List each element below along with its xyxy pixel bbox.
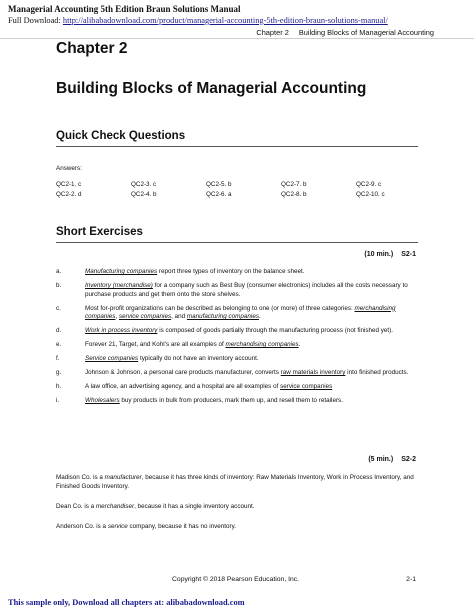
para-text: company, because it has no inventory.	[127, 523, 237, 530]
running-head-chapter: Chapter 2	[256, 28, 289, 37]
answer-item: QC2-2. d	[56, 190, 82, 198]
paragraph-dean	[56, 503, 418, 512]
answer-term: Work in process inventory	[85, 327, 158, 334]
answers-grid	[56, 181, 426, 199]
answer-item: QC2-1. c	[56, 181, 82, 188]
answers-label: Answers:	[56, 165, 82, 172]
item-text: into finished products.	[345, 369, 409, 376]
answer-item: QC2-7. b	[281, 181, 307, 188]
full-download-label: Full Download:	[8, 16, 61, 25]
exercise-s2-2-header	[368, 456, 416, 463]
running-head-title: Building Blocks of Managerial Accounting	[298, 28, 434, 37]
list-item	[56, 397, 418, 406]
footer-copyright: Copyright © 2018 Pearson Education, Inc.	[172, 576, 300, 583]
document-source-title: Managerial Accounting 5th Edition Braun Solutions Manual	[8, 4, 241, 14]
list-item	[56, 383, 418, 392]
item-letter: b.	[56, 282, 62, 289]
item-letter: i.	[56, 397, 60, 404]
item-text: Forever 21, Target, and Kohl’s are all examples of	[85, 341, 226, 348]
item-text: buy products in bulk from producers, mark them up, and resell them to retailers.	[119, 397, 343, 404]
list-item	[56, 327, 418, 336]
item-letter: c.	[56, 304, 61, 312]
para-text: Dean Co. is a	[56, 503, 96, 510]
answer-term: Manufacturing companies	[85, 268, 158, 275]
item-text: Johnson & Johnson, a personal care products manufacturer, converts	[85, 369, 281, 376]
company-type: service	[107, 523, 128, 530]
company-type: merchandiser	[95, 503, 135, 510]
item-letter: g.	[56, 369, 62, 376]
answer-term: Service companies	[85, 355, 139, 362]
answer-item: QC2-3. c	[131, 181, 157, 188]
item-text: for a company such as Best Buy (consumer electronics) includes all the costs necessary to purchase products and get them onto the store shelves.	[85, 282, 408, 298]
list-item	[56, 341, 418, 350]
answer-term: manufacturing companies	[186, 313, 259, 320]
footer-page-number: 2-1	[406, 576, 416, 583]
list-item	[56, 268, 418, 277]
running-head	[256, 28, 434, 37]
chapter-label: Chapter 2	[56, 40, 128, 57]
answer-item: QC2-4. b	[131, 190, 157, 198]
short-exercises-heading: Short Exercises	[56, 226, 143, 238]
exercise-id: S2-2	[401, 456, 416, 463]
list-item	[56, 305, 418, 322]
answer-item: QC2-10. c	[356, 190, 385, 198]
para-text: Anderson Co. is a	[56, 523, 108, 530]
paragraph-madison	[56, 474, 418, 491]
item-letter: e.	[56, 341, 62, 348]
para-text: , because it has a single inventory account.	[134, 503, 255, 510]
item-letter: d.	[56, 327, 62, 334]
list-item	[56, 369, 418, 378]
short-exercises-divider	[56, 242, 418, 243]
exercise-time: (10 min.)	[364, 251, 394, 258]
sample-download-banner[interactable]: This sample only, Download all chapters at: alibabadownload.com	[8, 598, 245, 607]
answer-term: service companies	[118, 313, 172, 320]
answer-term: merchandising companies	[85, 304, 396, 320]
item-text: ,	[115, 313, 119, 320]
item-text: .	[298, 341, 301, 348]
list-item	[56, 282, 418, 299]
answer-item: QC2-6. a	[206, 190, 232, 198]
answer-term: merchandising companies	[225, 341, 299, 348]
item-text: Most for-profit organizations can be described as belonging to one (or more) of three categories:	[85, 304, 355, 312]
answer-term: Wholesalers	[85, 397, 120, 404]
header-divider	[0, 38, 474, 39]
quick-check-divider	[56, 146, 418, 147]
item-text: .	[258, 313, 261, 320]
answer-item: QC2-8. b	[281, 190, 307, 198]
list-item	[56, 355, 418, 364]
item-letter: a.	[56, 268, 62, 275]
exercise-time: (5 min.)	[368, 456, 394, 463]
item-letter: f.	[56, 355, 60, 362]
exercise-s2-1-header	[364, 251, 416, 258]
quick-check-heading: Quick Check Questions	[56, 130, 186, 142]
para-text: , because it has three kinds of inventory: Raw Materials Inventory, Work in Process Inventory, and Finished Goods Inventory.	[56, 474, 414, 490]
answer-term: Inventory (merchandise)	[85, 282, 153, 289]
item-text: typically do not have an inventory account.	[138, 355, 259, 362]
full-download-link[interactable]: http://alibabadownload.com/product/managerial-accounting-5th-edition-braun-solutions-manual/	[62, 16, 388, 25]
para-text: Madison Co. is a	[56, 474, 105, 481]
item-text: , and	[171, 313, 187, 320]
item-letter: h.	[56, 383, 62, 390]
chapter-title: Building Blocks of Managerial Accounting	[56, 80, 367, 97]
paragraph-anderson	[56, 523, 418, 532]
item-text: report three types of inventory on the balance sheet.	[157, 268, 305, 275]
exercise-id: S2-1	[401, 251, 416, 258]
answer-item: QC2-9. c	[356, 181, 382, 188]
answer-item: QC2-5. b	[206, 181, 232, 188]
item-text: A law office, an advertising agency, and a hospital are all examples of	[85, 383, 281, 390]
answer-term: service companies	[280, 383, 333, 390]
answer-term: raw materials inventory	[280, 369, 346, 376]
exercise-s2-1-list	[56, 268, 418, 411]
company-type: manufacturer	[104, 474, 142, 481]
full-download-line	[8, 16, 388, 25]
item-text: is composed of goods partially through the manufacturing process (not finished yet).	[157, 327, 394, 334]
